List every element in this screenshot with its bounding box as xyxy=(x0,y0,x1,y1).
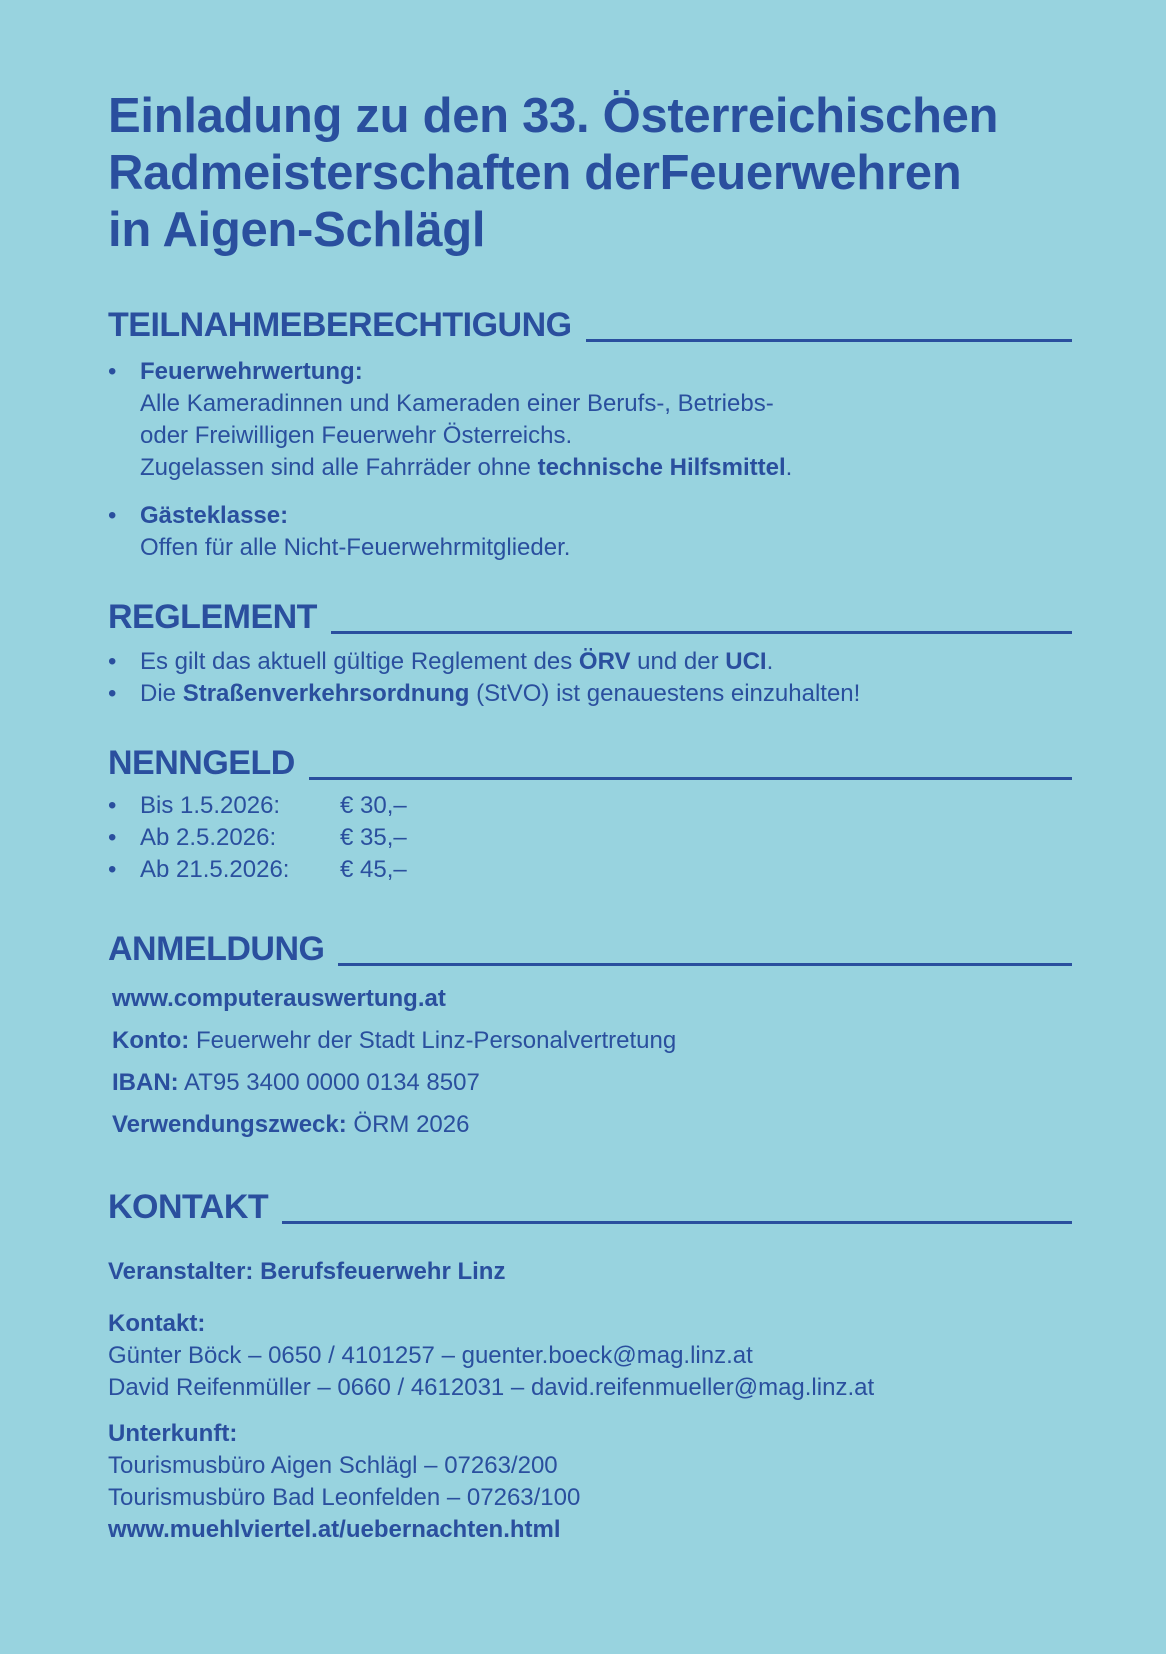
text-run: . xyxy=(766,648,774,675)
section-heading-rules xyxy=(108,598,1072,636)
item-label: Gästeklasse: xyxy=(140,502,289,529)
heading-rule xyxy=(331,631,1072,634)
fee-item xyxy=(108,854,1072,886)
heading-rule xyxy=(309,777,1072,780)
list-item xyxy=(108,678,1072,710)
fee-amount: € 35,– xyxy=(340,824,407,851)
contact-label: Kontakt: xyxy=(108,1310,206,1337)
iban-line xyxy=(112,1062,1076,1104)
lodging-label: Unterkunft: xyxy=(108,1420,238,1447)
account-label: Konto: xyxy=(112,1027,190,1054)
fee-date: Ab 2.5.2026: xyxy=(140,824,277,851)
account-line xyxy=(112,1020,1076,1062)
text-run: Zugelassen sind alle Fahrräder ohne xyxy=(140,454,538,481)
text-run-bold: ÖRV xyxy=(578,648,631,675)
text-run-bold: UCI xyxy=(725,648,767,675)
text-run: (StVO) ist genauestens einzuhalten! xyxy=(469,680,861,707)
section-heading-registration xyxy=(108,930,1072,968)
item-text: oder Freiwilligen Feuerwehr Österreichs. xyxy=(140,422,573,449)
heading-text: REGLEMENT xyxy=(108,598,317,636)
eligibility-list xyxy=(108,356,1072,564)
heading-rule xyxy=(338,963,1072,966)
section-heading-fees xyxy=(108,744,1072,782)
fee-item xyxy=(108,790,1072,822)
bullet-icon: • xyxy=(108,680,117,707)
section-heading-contact xyxy=(108,1188,1072,1226)
heading-text: KONTAKT xyxy=(108,1188,269,1226)
fee-date: Bis 1.5.2026: xyxy=(140,792,281,819)
heading-rule xyxy=(586,339,1072,342)
section-heading-eligibility xyxy=(108,306,1072,344)
heading-text: ANMELDUNG xyxy=(108,930,325,968)
iban-value: AT95 3400 0000 0134 8507 xyxy=(178,1069,480,1096)
fee-amount: € 30,– xyxy=(340,792,407,819)
text-run-bold: Straßenverkehrsordnung xyxy=(182,680,470,707)
lodging-website-link[interactable]: www.muehlviertel.at/uebernachten.html xyxy=(108,1516,561,1543)
item-label: Feuerwehrwertung: xyxy=(140,358,363,385)
bullet-icon: • xyxy=(108,792,117,819)
list-item-fire-brigade xyxy=(108,356,1072,484)
fee-item xyxy=(108,822,1072,854)
bullet-icon: • xyxy=(108,358,117,385)
item-text xyxy=(140,452,1072,484)
lodging-office: Tourismusbüro Bad Leonfelden – 07263/100 xyxy=(108,1484,581,1511)
text-run: und der xyxy=(630,648,726,675)
heading-rule xyxy=(282,1221,1072,1224)
fee-amount: € 45,– xyxy=(340,856,407,883)
bullet-icon: • xyxy=(108,824,117,851)
title-line-2: Radmeisterschaften derFeuerwehren xyxy=(108,146,962,200)
page-title xyxy=(108,88,1072,259)
registration-details xyxy=(108,978,1076,1146)
contact-details xyxy=(108,1256,1072,1546)
rules-list xyxy=(108,646,1072,710)
text-run-bold: technische Hilfsmittel xyxy=(537,454,786,481)
item-text: Alle Kameradinnen und Kameraden einer Berufs-, Betriebs- xyxy=(140,390,774,417)
purpose-value: ÖRM 2026 xyxy=(346,1111,470,1138)
iban-label: IBAN: xyxy=(112,1069,179,1096)
text-run: . xyxy=(785,454,793,481)
bullet-icon: • xyxy=(108,856,117,883)
heading-text: NENNGELD xyxy=(108,744,295,782)
purpose-label: Verwendungszweck: xyxy=(112,1111,347,1138)
heading-text: TEILNAHMEBERECHTIGUNG xyxy=(108,306,572,344)
title-line-1: Einladung zu den 33. Österreichischen xyxy=(108,89,999,143)
organizer: Veranstalter: Berufsfeuerwehr Linz xyxy=(108,1258,506,1285)
fee-date: Ab 21.5.2026: xyxy=(140,856,290,883)
text-run: Die xyxy=(140,680,183,707)
contact-person: Günter Böck – 0650 / 4101257 – guenter.boeck@mag.linz.at xyxy=(108,1342,753,1369)
bullet-icon: • xyxy=(108,502,117,529)
list-item-guest-class xyxy=(108,500,1072,564)
account-value: Feuerwehr der Stadt Linz-Personalvertretung xyxy=(189,1027,677,1054)
contact-person: David Reifenmüller – 0660 / 4612031 – david.reifenmueller@mag.linz.at xyxy=(108,1374,875,1401)
text-run: Es gilt das aktuell gültige Reglement des xyxy=(140,648,579,675)
registration-website-link[interactable]: www.computerauswertung.at xyxy=(112,985,446,1012)
lodging-office: Tourismusbüro Aigen Schlägl – 07263/200 xyxy=(108,1452,558,1479)
list-item xyxy=(108,646,1072,678)
title-line-3: in Aigen-Schlägl xyxy=(108,203,486,257)
item-text: Offen für alle Nicht-Feuerwehrmitglieder. xyxy=(140,534,571,561)
purpose-line xyxy=(112,1104,1076,1146)
bullet-icon: • xyxy=(108,648,117,675)
fees-list xyxy=(108,790,1072,886)
